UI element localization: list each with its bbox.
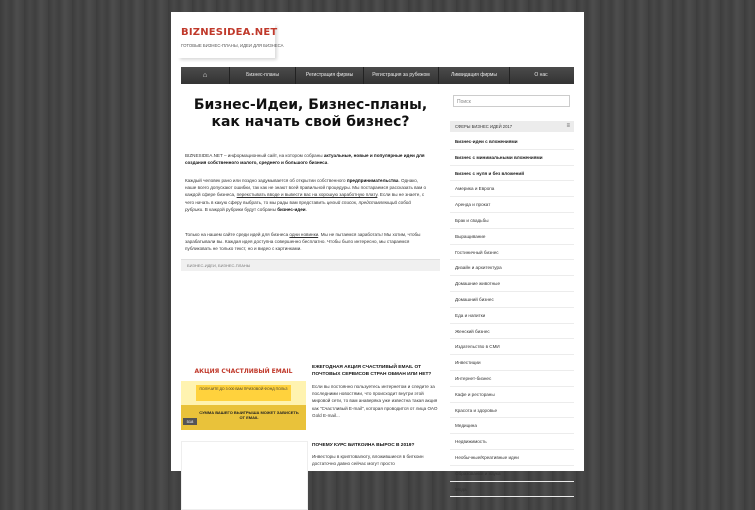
category-item[interactable]: Выращивание <box>450 229 574 245</box>
article-categories <box>181 259 440 271</box>
category-item[interactable]: Домашние животные <box>450 276 574 292</box>
search-input[interactable]: Поиск <box>453 95 570 107</box>
title-line-1: Бизнес-Идеи, Бизнес-планы, <box>193 97 428 113</box>
title-line-2: как начать свой бизнес? <box>211 114 410 130</box>
text-fragment: Только на нашем сайте среди идей для бизнеса <box>185 232 290 237</box>
category-item[interactable]: Бизнес с нуля и без вложений <box>450 166 574 182</box>
inline-link[interactable]: одни новинки <box>289 232 319 237</box>
post-excerpt: Если вы постоянно пользуетесь интернетом и следите за последними новостями, что происходит внутри этой мировой сети, то вам анаверяка уже известна такая акция как "Счастливый E-mail", которая проводится от лица ОАО Gold E-mail... <box>312 384 438 418</box>
thumb-heading: АКЦИЯ СЧАСТЛИВЫЙ EMAIL <box>181 363 306 381</box>
main-content <box>181 91 440 471</box>
text-italic: целый список, представляющий собой рубрики <box>185 199 411 212</box>
category-item[interactable]: Необычные/Креативные идеи <box>450 450 574 466</box>
site-logo[interactable] <box>178 24 284 58</box>
category-item[interactable]: Мода <box>450 482 574 498</box>
site-header <box>171 12 584 65</box>
thumb-banner: ПОЛУЧИТЕ ДО 3 000 ВАМ ПРИЗОВОЙ ФОНД ПОЛЬЗ <box>196 385 291 401</box>
category-item[interactable]: Брак и свадьбы <box>450 213 574 229</box>
text-fragment: . Мы не пытаемся заработать! Мы хотим, чтобы зарабатывали вы. Каждая идея доступна совершенно бесплатно. Чтобы было интересно, мы стараемся публиковать не только текст, но и видео с картинками. <box>185 232 421 252</box>
logo-name: BIZNESIDEA.NET <box>181 27 278 38</box>
nav-item-about[interactable]: О нас <box>534 72 548 78</box>
category-list <box>450 134 574 497</box>
widget-title: СФЕРЫ БИЗНЕС ИДЕЙ 2017 <box>455 124 513 129</box>
nav-item-company-registration[interactable]: Регистрация фирмы <box>305 72 354 78</box>
nav-item-business-plans[interactable]: Бизнес-планы <box>246 72 279 78</box>
category-item[interactable]: Аренда и прокат <box>450 197 574 213</box>
menu-icon[interactable]: ≡ <box>566 123 570 129</box>
text-fragment: . <box>305 206 307 212</box>
sidebar <box>450 91 574 492</box>
post-thumbnail[interactable] <box>181 363 306 430</box>
post-excerpt: Инвесторы в криптовалюту, вложившиеся в биткоин достаточно давно сейчас могут просто <box>312 454 424 467</box>
category-item[interactable]: Домашний бизнес <box>450 292 574 308</box>
page-title <box>181 97 440 131</box>
category-item[interactable]: Издательство в СМИ <box>450 339 574 355</box>
home-icon[interactable]: ⌂ <box>202 72 208 79</box>
page-container <box>171 12 584 492</box>
category-item[interactable]: Кафе и рестораны <box>450 387 574 403</box>
text-highlight: предпринимательства <box>346 178 399 183</box>
body-paragraph-3 <box>185 231 428 253</box>
text-fragment: . Если вы не знаете, с чего начать в какую сферу выбрать, то мы рады вам представить <box>185 192 425 205</box>
post-title[interactable]: ПОЧЕМУ КУРС БИТКОИНА ВЫРОС В 2019? <box>312 443 415 448</box>
text-fragment: . В каждой рубрики будут собраны <box>202 206 278 212</box>
category-item[interactable]: Дизайн и архитектура <box>450 260 574 276</box>
categories-link[interactable]: БИЗНЕС-ИДЕИ, БИЗНЕС-ПЛАНЫ <box>187 263 251 268</box>
category-item[interactable]: Красота и здоровье <box>450 403 574 419</box>
category-item[interactable]: Америка и Европа <box>450 181 574 197</box>
text-highlight: актуальные, новые и популярные идеи для создания собственного малого, среднего и большого бизнеса <box>185 153 425 166</box>
post-title[interactable]: ЕЖЕГОДНАЯ АКЦИЯ СЧАСТЛИВЫЙ EMAIL ОТ ПОЧТОВЫХ СЕРВИСОВ СТРАН ОБМАН ИЛИ НЕТ? <box>312 365 432 377</box>
category-item[interactable]: Бизнес-идеи с вложениями <box>450 134 574 150</box>
post-thumbnail[interactable] <box>181 441 308 510</box>
category-item[interactable]: Бизнес с минимальными вложениями <box>450 150 574 166</box>
logo-tagline: ГОТОВЫЕ БИЗНЕС-ПЛАНЫ, ИДЕИ ДЛЯ БИЗНЕСА <box>181 43 284 48</box>
text-highlight: бизнес-идеи <box>277 206 306 212</box>
categories-widget-header <box>450 121 574 132</box>
text-fragment: . <box>327 160 329 166</box>
inline-link[interactable]: перекстывать вводе и вывести вас на хорошую заработную плату <box>236 192 378 198</box>
category-item[interactable]: Интернет-бизнес <box>450 371 574 387</box>
text-fragment: . Однако, наше всего допускают ошибки, так как не знают всей правильной процедуры. Мы постараемся рассказать вам о каждой сфере бизнеса, <box>185 178 427 198</box>
category-item[interactable]: Недвижимость <box>450 434 574 450</box>
site-name: BIZNESIDEA.NET <box>185 153 223 158</box>
nav-item-liquidation[interactable]: Ликвидация фирмы <box>451 72 497 78</box>
body-paragraph-2 <box>185 177 428 213</box>
category-item[interactable]: Гостиничный бизнес <box>450 245 574 261</box>
category-item[interactable]: Инвестиции <box>450 355 574 371</box>
category-item[interactable]: Образование и наука <box>450 466 574 482</box>
category-item[interactable]: Медицина <box>450 418 574 434</box>
category-item[interactable]: Женский бизнес <box>450 324 574 340</box>
nav-item-foreign-registration[interactable]: Регистрация за рубежом <box>372 72 430 78</box>
main-nav <box>181 67 574 84</box>
text-fragment: Каждый человек рано или поздно задумывается об открытии собственного <box>185 178 347 183</box>
thumb-stamp: СУММА ВАШЕГО ВЫИГРЫША МОЖЕТ ЗАВИСЕТЬ ОТ EMAIL <box>199 410 299 420</box>
text-fragment: – информационный сайт, на котором собраны <box>222 153 324 158</box>
view-count-badge: 518 <box>183 418 197 425</box>
category-item[interactable]: Еда и напитки <box>450 308 574 324</box>
intro-paragraph <box>185 152 428 166</box>
